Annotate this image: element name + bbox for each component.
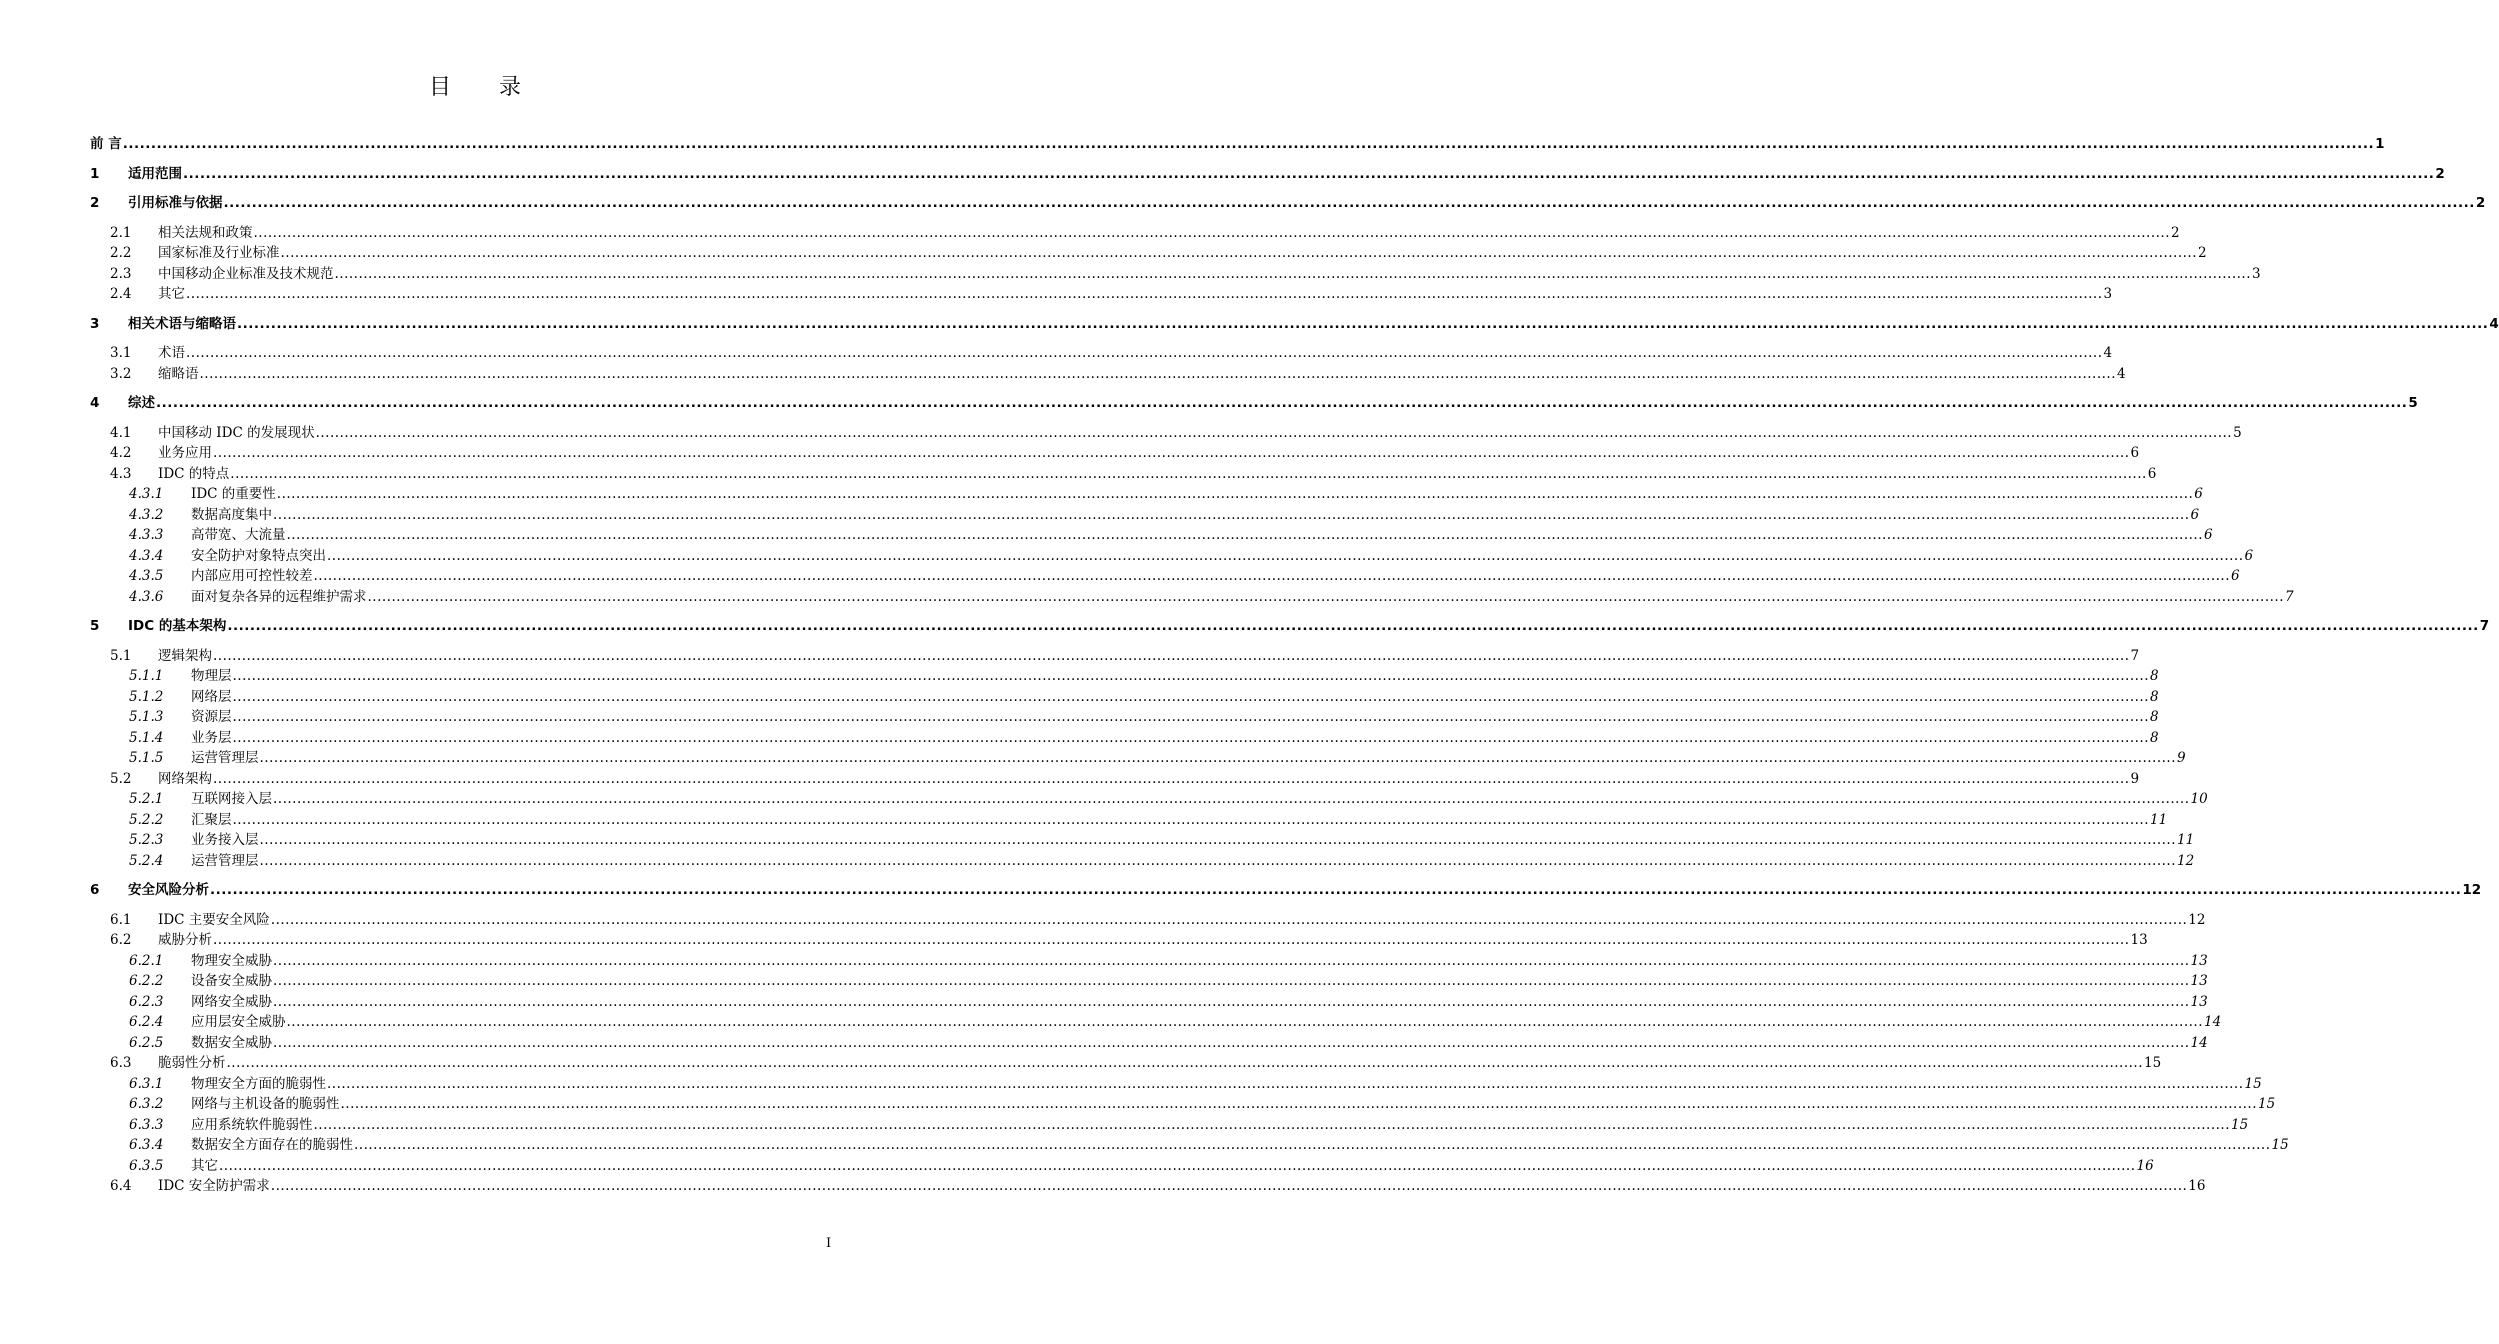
toc-entry-number: 3.2 [110, 365, 132, 382]
toc-entry-page: 4 [2103, 345, 2113, 361]
toc-entry-page: 4 [2489, 315, 2499, 332]
toc-entry-number: 5.1.3 [129, 709, 164, 725]
toc-entry-page: 13 [2190, 993, 2208, 1010]
dot-leader: ................................................................................................................................................................................................................................................................................................................................................................................................................ [223, 195, 2475, 211]
toc-entry-number: 2.4 [110, 286, 132, 302]
dot-leader: ................................................................................................................................................................................................................................................................................................................................................................................................................ [273, 506, 2190, 523]
toc-entry-label: 威胁分析 [158, 932, 212, 948]
toc-entry[interactable] [90, 1176, 2206, 1197]
dot-leader: ................................................................................................................................................................................................................................................................................................................................................................................................................ [186, 286, 2103, 302]
page-title [0, 70, 950, 101]
toc-entry-label: 业务层 [191, 729, 232, 746]
toc-entry-number: 2.2 [110, 245, 132, 261]
toc-entry-page: 1 [2375, 136, 2385, 152]
dot-leader: ................................................................................................................................................................................................................................................................................................................................................................................................................ [232, 811, 2150, 828]
toc-entry-label: 数据高度集中 [191, 506, 272, 523]
toc-entry-number: 5 [90, 618, 100, 634]
toc-entry[interactable] [90, 687, 2159, 708]
toc-entry-label: 中国移动企业标准及技术规范 [158, 265, 334, 282]
toc-entry-label: 其它 [191, 1157, 218, 1174]
toc-entry-number: 4.3.2 [129, 506, 164, 523]
toc-entry-page: 8 [2150, 668, 2159, 684]
toc-entry[interactable] [90, 546, 2254, 567]
toc-entry[interactable] [90, 1115, 2249, 1136]
toc-entry[interactable] [90, 728, 2159, 749]
dot-leader: ................................................................................................................................................................................................................................................................................................................................................................................................................ [186, 345, 2103, 361]
toc-entry-page: 6 [2194, 486, 2203, 502]
toc-entry-number: 4.3.4 [129, 547, 164, 564]
dot-leader: ................................................................................................................................................................................................................................................................................................................................................................................................................ [327, 1075, 2244, 1092]
toc-entry[interactable] [90, 880, 2482, 901]
dot-leader: ................................................................................................................................................................................................................................................................................................................................................................................................................ [313, 568, 2231, 584]
toc-entry-label: 脆弱性分析 [158, 1055, 226, 1071]
toc-entry[interactable] [90, 505, 2200, 526]
toc-entry[interactable] [90, 193, 2486, 214]
toc-entry-page: 10 [2190, 791, 2208, 807]
toc-entry-number: 5.1 [110, 647, 132, 664]
dot-leader: ................................................................................................................................................................................................................................................................................................................................................................................................................ [273, 1034, 2190, 1051]
toc-entry[interactable] [90, 243, 2207, 264]
toc-entry-label: IDC 的基本架构 [128, 618, 227, 634]
toc-entry-number: 6.2.4 [129, 1014, 164, 1030]
toc-entry-number: 3.1 [110, 345, 132, 361]
toc-entry-page: 11 [2150, 811, 2168, 828]
toc-entry[interactable] [90, 1094, 2276, 1115]
dot-leader: ................................................................................................................................................................................................................................................................................................................................................................................................................ [226, 1055, 2144, 1071]
toc-entry-page: 13 [2190, 973, 2208, 989]
toc-entry-page: 14 [2190, 1034, 2208, 1051]
toc-entry[interactable] [90, 666, 2159, 687]
toc-entry-number: 3 [90, 315, 100, 332]
toc-entry-number: 6.2.1 [129, 952, 164, 969]
dot-leader: ................................................................................................................................................................................................................................................................................................................................................................................................................ [199, 365, 2117, 382]
toc-entry[interactable] [90, 1053, 2162, 1074]
toc-entry-label: 综述 [128, 395, 155, 411]
title-char-1: 目 [428, 75, 451, 100]
toc-entry-number: 4.3.5 [129, 568, 164, 584]
toc-entry-label: IDC 的重要性 [191, 486, 276, 502]
toc-entry-label: IDC 安全防护需求 [158, 1178, 270, 1194]
dot-leader: ................................................................................................................................................................................................................................................................................................................................................................................................................ [253, 224, 2171, 241]
toc-entry[interactable] [90, 393, 2418, 414]
toc-entry[interactable] [90, 1012, 2222, 1033]
toc-entry[interactable] [90, 930, 2148, 951]
toc-entry-number: 2.3 [110, 265, 132, 282]
toc-entry-page: 12 [2177, 852, 2195, 869]
toc-entry-page: 15 [2144, 1055, 2162, 1071]
toc-entry[interactable] [90, 830, 2195, 851]
toc-entry-page: 6 [2204, 527, 2213, 543]
toc-entry[interactable] [90, 364, 2126, 385]
toc-entry[interactable] [90, 1033, 2208, 1054]
dot-leader: ................................................................................................................................................................................................................................................................................................................................................................................................................ [327, 547, 2244, 564]
toc-entry-number: 6.2.3 [129, 993, 164, 1010]
dot-leader: ................................................................................................................................................................................................................................................................................................................................................................................................................ [213, 445, 2130, 461]
dot-leader: ................................................................................................................................................................................................................................................................................................................................................................................................................ [259, 750, 2177, 766]
toc-entry-page: 2 [2171, 224, 2180, 241]
title-char-2: 录 [499, 75, 522, 100]
dot-leader: ................................................................................................................................................................................................................................................................................................................................................................................................................ [340, 1096, 2258, 1112]
dot-leader: ................................................................................................................................................................................................................................................................................................................................................................................................................ [232, 668, 2150, 684]
dot-leader: ................................................................................................................................................................................................................................................................................................................................................................................................................ [213, 770, 2130, 787]
dot-leader: ................................................................................................................................................................................................................................................................................................................................................................................................................ [367, 588, 2285, 605]
toc-entry-page: 7 [2479, 618, 2490, 634]
toc-entry-label: 互联网接入层 [191, 791, 272, 807]
dot-leader: ................................................................................................................................................................................................................................................................................................................................................................................................................ [315, 424, 2233, 441]
toc-entry-page: 2 [2198, 245, 2207, 261]
dot-leader: ................................................................................................................................................................................................................................................................................................................................................................................................................ [270, 911, 2188, 928]
dot-leader: ................................................................................................................................................................................................................................................................................................................................................................................................................ [273, 993, 2190, 1010]
toc-entry-page: 15 [2271, 1137, 2289, 1153]
toc-entry[interactable] [90, 423, 2242, 444]
toc-entry-page: 13 [2130, 932, 2148, 948]
toc-entry-label: 业务应用 [158, 445, 212, 461]
toc-entry[interactable] [90, 748, 2186, 769]
toc-entry-number: 4.1 [110, 424, 132, 441]
toc-entry-label: 前 言 [90, 136, 122, 152]
toc-entry-label: 适用范围 [128, 165, 182, 182]
dot-leader: ................................................................................................................................................................................................................................................................................................................................................................................................................ [286, 527, 2204, 543]
toc-entry-number: 5.2.2 [129, 811, 164, 828]
toc-entry-page: 6 [2147, 465, 2157, 482]
toc-entry-page: 6 [2190, 506, 2200, 523]
toc-entry-label: 术语 [158, 345, 185, 361]
dot-leader: ................................................................................................................................................................................................................................................................................................................................................................................................................ [232, 729, 2150, 746]
toc-entry-number: 4.3 [110, 465, 132, 482]
dot-leader: ................................................................................................................................................................................................................................................................................................................................................................................................................ [354, 1137, 2271, 1153]
toc-entry[interactable] [90, 769, 2140, 790]
toc-entry-page: 9 [2130, 770, 2140, 787]
toc-entry-label: IDC 的特点 [158, 465, 230, 482]
toc-entry[interactable] [90, 1074, 2262, 1095]
toc-entry-number: 4 [90, 395, 100, 411]
toc-entry-page: 8 [2150, 729, 2159, 746]
toc-entry-page: 12 [2462, 882, 2482, 898]
toc-entry-number: 5.1.2 [129, 688, 164, 705]
toc-entry-number: 5.2.4 [129, 852, 164, 869]
toc-entry-label: 中国移动 IDC 的发展现状 [158, 424, 315, 441]
toc-entry-label: 安全风险分析 [128, 882, 209, 898]
toc-entry-label: 国家标准及行业标准 [158, 245, 280, 261]
toc-entry-number: 6.3.5 [129, 1157, 164, 1174]
footer-page-number: I [826, 1236, 832, 1251]
toc-entry-label: 资源层 [191, 709, 232, 725]
dot-leader: ................................................................................................................................................................................................................................................................................................................................................................................................................ [213, 647, 2130, 664]
toc-entry-page: 15 [2231, 1116, 2249, 1133]
toc-entry-page: 6 [2130, 445, 2140, 461]
toc-entry-label: 运营管理层 [191, 750, 259, 766]
toc-entry-page: 8 [2150, 688, 2159, 705]
toc-entry-number: 6.4 [110, 1178, 132, 1194]
toc-entry-page: 6 [2231, 568, 2240, 584]
toc-entry[interactable] [90, 525, 2213, 546]
toc-entry[interactable] [90, 566, 2240, 587]
toc-entry[interactable] [90, 443, 2140, 464]
toc-entry-number: 6.2.2 [129, 973, 164, 989]
toc-entry[interactable] [90, 587, 2294, 608]
toc-entry-label: 数据安全威胁 [191, 1034, 272, 1051]
toc-entry-label: 内部应用可控性较差 [191, 568, 313, 584]
dot-leader: ................................................................................................................................................................................................................................................................................................................................................................................................................ [232, 709, 2150, 725]
dot-leader: ................................................................................................................................................................................................................................................................................................................................................................................................................ [259, 832, 2177, 848]
dot-leader: ................................................................................................................................................................................................................................................................................................................................................................................................................ [280, 245, 2198, 261]
toc-entry-label: 物理安全方面的脆弱性 [191, 1075, 326, 1092]
dot-leader: ................................................................................................................................................................................................................................................................................................................................................................................................................ [270, 1178, 2188, 1194]
toc-entry-page: 16 [2136, 1157, 2154, 1174]
toc-entry-label: 相关术语与缩略语 [128, 315, 236, 332]
toc-entry[interactable] [90, 646, 2140, 667]
toc-entry-page: 3 [2103, 286, 2113, 302]
toc-entry-label: 引用标准与依据 [128, 195, 223, 211]
toc-entry[interactable] [90, 223, 2180, 244]
dot-leader: ................................................................................................................................................................................................................................................................................................................................................................................................................ [183, 165, 2435, 182]
toc-entry-number: 4.3.1 [129, 486, 164, 502]
toc-entry-number: 5.2 [110, 770, 132, 787]
toc-entry[interactable] [90, 134, 2385, 155]
toc-entry-number: 6.2 [110, 932, 132, 948]
dot-leader: ................................................................................................................................................................................................................................................................................................................................................................................................................ [273, 973, 2190, 989]
toc-entry-page: 9 [2177, 750, 2186, 766]
toc-entry-number: 6.3.4 [129, 1137, 164, 1153]
toc-entry-number: 4.2 [110, 445, 132, 461]
toc-entry-number: 6.3.1 [129, 1075, 164, 1092]
dot-leader: ................................................................................................................................................................................................................................................................................................................................................................................................................ [237, 315, 2489, 332]
toc-entry-label: 逻辑架构 [158, 647, 212, 664]
toc-entry-number: 6.3.2 [129, 1096, 164, 1112]
dot-leader: ................................................................................................................................................................................................................................................................................................................................................................................................................ [227, 618, 2479, 634]
toc-entry-number: 2 [90, 195, 100, 211]
toc-entry-label: 相关法规和政策 [158, 224, 253, 241]
dot-leader: ................................................................................................................................................................................................................................................................................................................................................................................................................ [286, 1014, 2204, 1030]
toc-entry-number: 6.2.5 [129, 1034, 164, 1051]
toc-entry[interactable] [90, 343, 2113, 364]
toc-entry[interactable] [90, 851, 2195, 872]
toc-entry[interactable] [90, 284, 2113, 305]
toc-entry[interactable] [90, 910, 2206, 931]
toc-entry-page: 5 [2233, 424, 2242, 441]
toc-entry-label: 物理安全威胁 [191, 952, 272, 969]
dot-leader: ................................................................................................................................................................................................................................................................................................................................................................................................................ [334, 265, 2252, 282]
toc-entry-number: 1 [90, 165, 100, 182]
toc-entry-page: 2 [2435, 165, 2445, 182]
toc-entry-page: 7 [2130, 647, 2140, 664]
table-of-contents [90, 134, 2499, 1197]
toc-entry[interactable] [90, 164, 2445, 185]
toc-entry-number: 4.3.6 [129, 588, 164, 605]
dot-leader: ................................................................................................................................................................................................................................................................................................................................................................................................................ [313, 1116, 2231, 1133]
toc-entry-label: 应用系统软件脆弱性 [191, 1116, 313, 1133]
toc-entry[interactable] [90, 810, 2168, 831]
toc-entry-number: 5.1.5 [129, 750, 164, 766]
dot-leader: ................................................................................................................................................................................................................................................................................................................................................................................................................ [232, 688, 2150, 705]
toc-entry-label: 数据安全方面存在的脆弱性 [191, 1137, 353, 1153]
dot-leader: ................................................................................................................................................................................................................................................................................................................................................................................................................ [122, 136, 2375, 152]
toc-entry-number: 4.3.3 [129, 527, 164, 543]
toc-entry-label: 汇聚层 [191, 811, 232, 828]
toc-entry[interactable] [90, 992, 2208, 1013]
toc-entry-number: 6.1 [110, 911, 132, 928]
dot-leader: ................................................................................................................................................................................................................................................................................................................................................................................................................ [219, 1157, 2136, 1174]
toc-entry-number: 5.2.3 [129, 832, 164, 848]
toc-entry-number: 5.1.1 [129, 668, 164, 684]
toc-entry-label: 面对复杂各异的远程维护需求 [191, 588, 367, 605]
dot-leader: ................................................................................................................................................................................................................................................................................................................................................................................................................ [273, 791, 2190, 807]
toc-entry-number: 6.3 [110, 1055, 132, 1071]
toc-entry-number: 6.3.3 [129, 1116, 164, 1133]
toc-entry-label: 缩略语 [158, 365, 199, 382]
toc-entry[interactable] [90, 484, 2203, 505]
toc-entry-page: 13 [2190, 952, 2208, 969]
toc-entry[interactable] [90, 707, 2159, 728]
toc-entry-label: IDC 主要安全风险 [158, 911, 270, 928]
dot-leader: ................................................................................................................................................................................................................................................................................................................................................................................................................ [273, 952, 2190, 969]
toc-entry-page: 11 [2177, 832, 2195, 848]
toc-entry-page: 12 [2188, 911, 2206, 928]
toc-entry-label: 应用层安全威胁 [191, 1014, 286, 1030]
toc-entry[interactable] [90, 616, 2490, 637]
toc-entry-label: 其它 [158, 286, 185, 302]
toc-entry-label: 高带宽、大流量 [191, 527, 286, 543]
toc-entry-label: 网络与主机设备的脆弱性 [191, 1096, 340, 1112]
toc-entry[interactable] [90, 264, 2261, 285]
toc-entry-label: 网络层 [191, 688, 232, 705]
dot-leader: ................................................................................................................................................................................................................................................................................................................................................................................................................ [230, 465, 2147, 482]
toc-entry-label: 业务接入层 [191, 832, 259, 848]
toc-entry-page: 8 [2150, 709, 2159, 725]
toc-entry-page: 15 [2244, 1075, 2262, 1092]
toc-entry-label: 安全防护对象特点突出 [191, 547, 326, 564]
toc-entry-page: 7 [2285, 588, 2294, 605]
toc-entry-label: 设备安全威胁 [191, 973, 272, 989]
toc-entry-page: 15 [2258, 1096, 2276, 1112]
dot-leader: ................................................................................................................................................................................................................................................................................................................................................................................................................ [210, 882, 2462, 898]
toc-entry-page: 14 [2204, 1014, 2222, 1030]
toc-entry[interactable] [90, 314, 2499, 335]
dot-leader: ................................................................................................................................................................................................................................................................................................................................................................................................................ [259, 852, 2177, 869]
toc-entry-number: 5.2.1 [129, 791, 164, 807]
toc-entry-page: 6 [2244, 547, 2254, 564]
toc-entry-number: 2.1 [110, 224, 132, 241]
toc-entry-page: 16 [2188, 1178, 2206, 1194]
toc-entry[interactable] [90, 971, 2208, 992]
toc-entry-page: 4 [2117, 365, 2126, 382]
toc-entry-number: 6 [90, 882, 100, 898]
dot-leader: ................................................................................................................................................................................................................................................................................................................................................................................................................ [156, 395, 2408, 411]
dot-leader: ................................................................................................................................................................................................................................................................................................................................................................................................................ [276, 486, 2194, 502]
toc-entry-number: 5.1.4 [129, 729, 164, 746]
toc-entry-label: 网络安全威胁 [191, 993, 272, 1010]
toc-entry-label: 运营管理层 [191, 852, 259, 869]
toc-entry-page: 2 [2475, 195, 2486, 211]
dot-leader: ................................................................................................................................................................................................................................................................................................................................................................................................................ [213, 932, 2130, 948]
toc-entry-label: 物理层 [191, 668, 232, 684]
toc-entry[interactable] [90, 1135, 2289, 1156]
toc-entry-page: 3 [2252, 265, 2261, 282]
toc-entry[interactable] [90, 951, 2208, 972]
toc-entry[interactable] [90, 1156, 2154, 1177]
toc-entry[interactable] [90, 789, 2208, 810]
toc-entry-label: 网络架构 [158, 770, 212, 787]
toc-entry-page: 5 [2408, 395, 2418, 411]
toc-entry[interactable] [90, 464, 2157, 485]
